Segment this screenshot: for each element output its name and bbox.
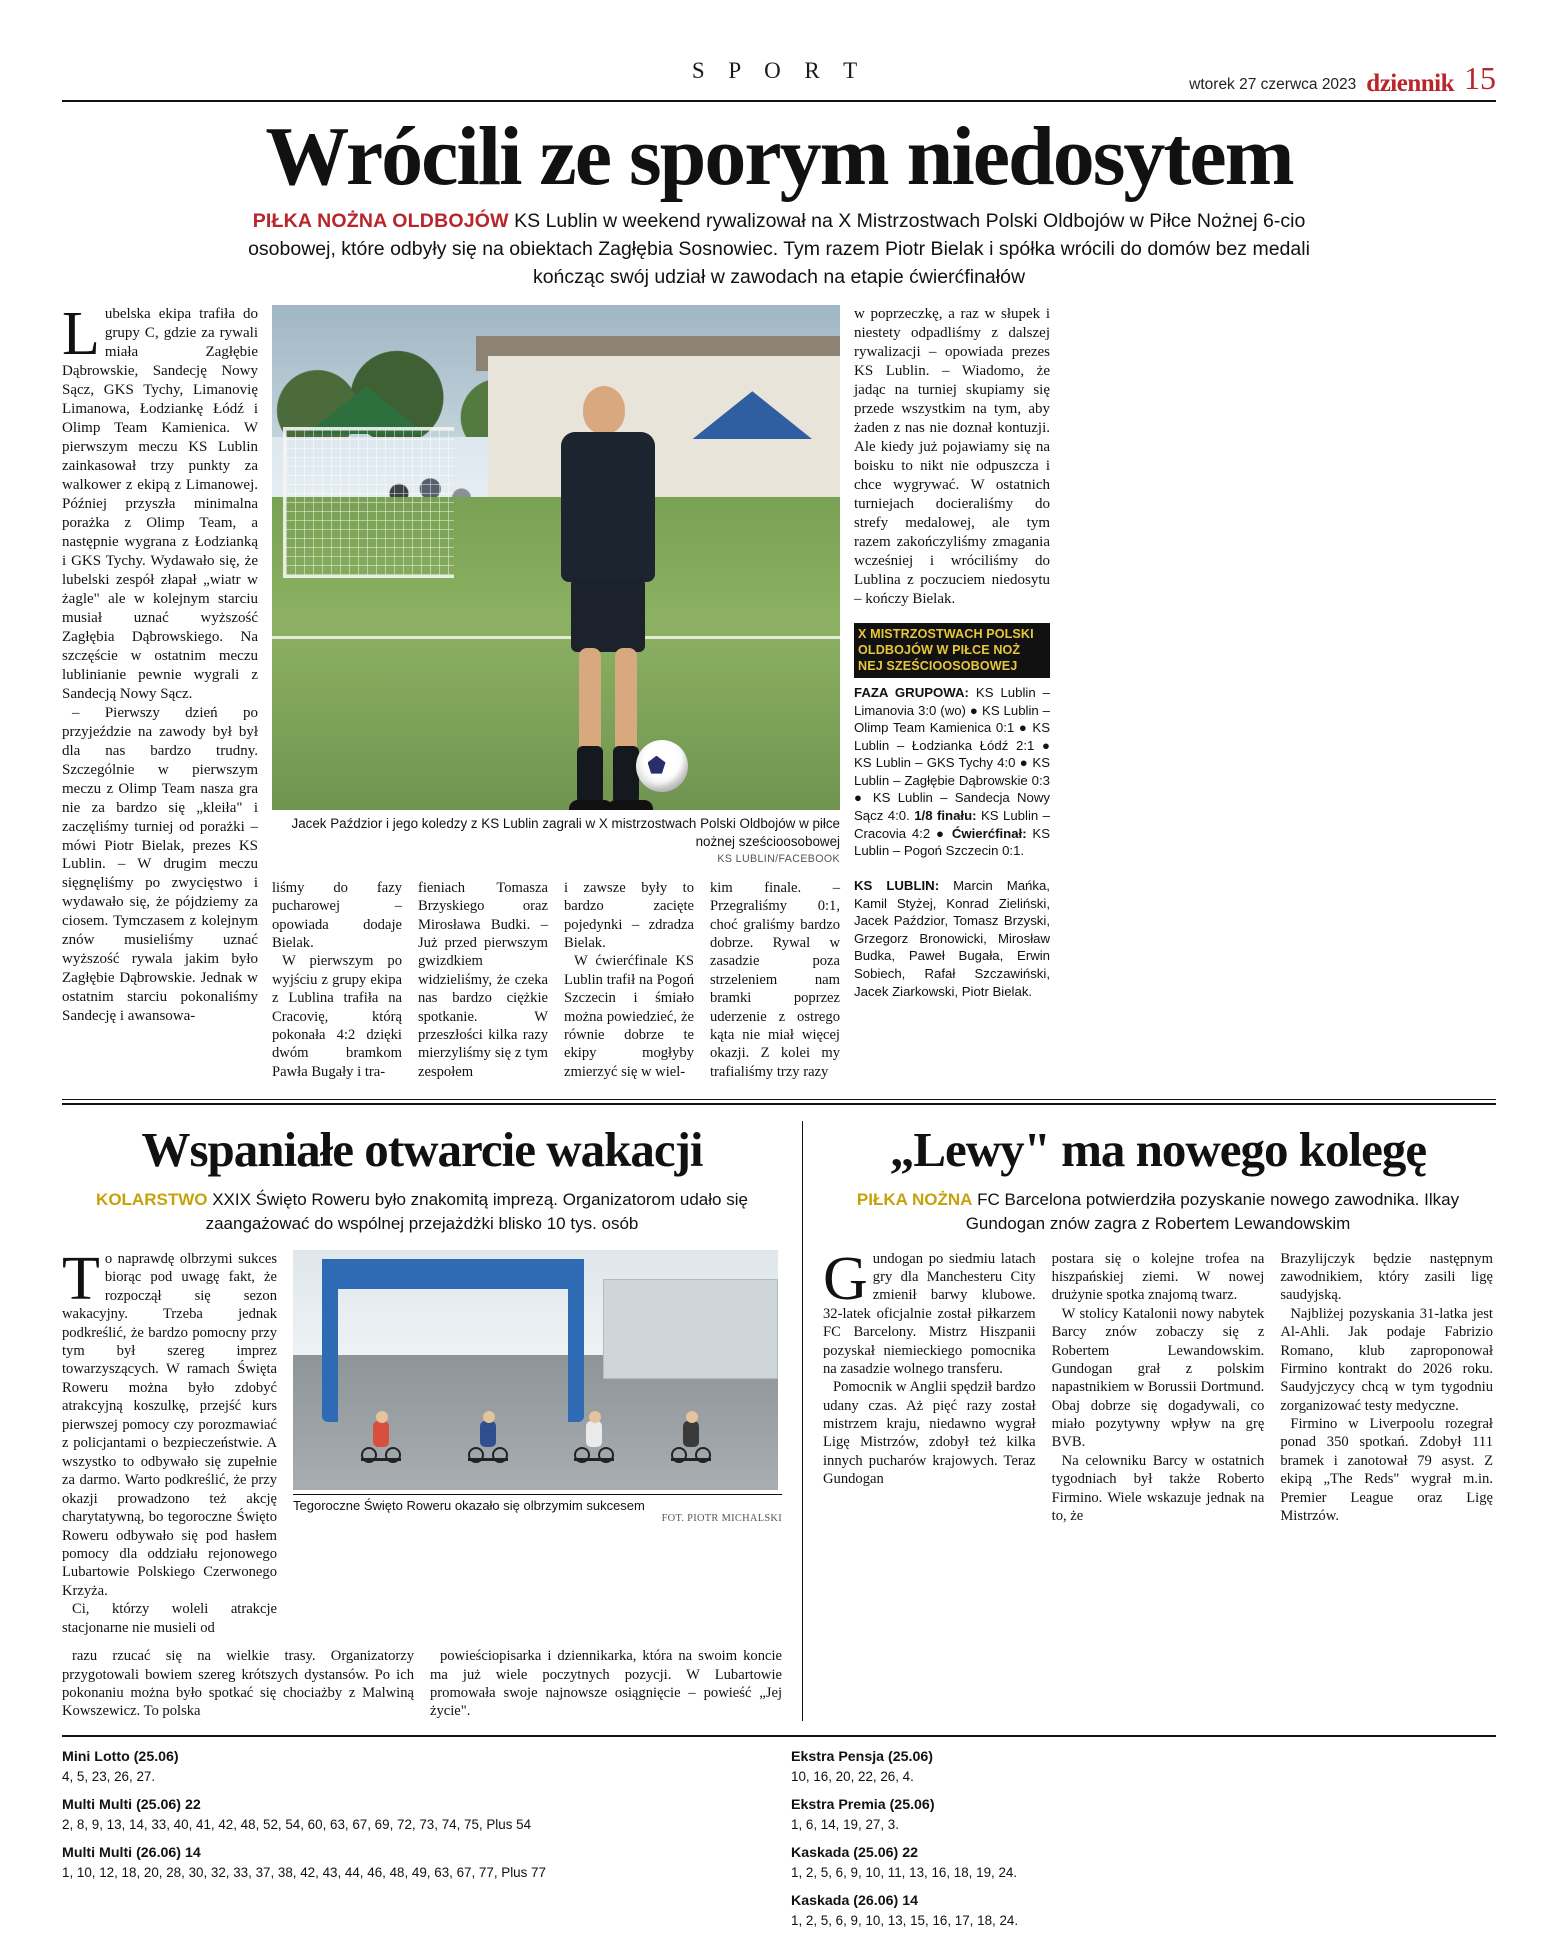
main-column-left	[62, 300, 258, 1081]
cycling-headline: Wspaniałe otwarcie wakacji	[141, 1122, 703, 1178]
article-cycling	[62, 1121, 802, 1721]
cycling-kicker: KOLARSTWO	[96, 1190, 208, 1210]
barca-grid	[823, 1244, 1493, 1526]
cycling-column-left	[62, 1244, 277, 1638]
paragraph: Najbliżej pozyskania 31-latka jest Al-Ahli. Jak podaje Fabrizio Romano, klub zaproponował Firmino kontrakt do 2026 roku. Saudyjczycy chcą w tym tygodniu zorganizować testy medyczne.	[1280, 1305, 1493, 1414]
main-jump-columns	[272, 879, 840, 1081]
paragraph: W pierwszym po wyjściu z grupy ekipa z Lublina trafiła na Cracovię, którą pokonała 4:2 dzięki dwóm bramkom Pawła Bugały i tra-	[272, 953, 402, 1080]
section-divider-thick	[62, 1103, 1496, 1105]
photo2-cyclist-4	[671, 1405, 711, 1461]
cyclist-torso	[683, 1421, 699, 1447]
barca-column-3	[1280, 1250, 1493, 1526]
section-label: S P O R T	[691, 58, 867, 83]
lottery-results	[62, 1735, 1496, 1931]
photo-player-shorts	[571, 578, 645, 652]
main-column-right	[854, 305, 1050, 1081]
photo2-cyclist-1	[361, 1405, 401, 1461]
paragraph: Firmino w Liverpoolu rozegrał ponad 350 spotkań. Zdobył 111 bramek i zanotował 79 asyst. Z ekipą „The Reds" wygrał m.in. Premier League oraz Ligę Mistrzów.	[1280, 1416, 1493, 1524]
paragraph: postara się o kolejne trofea na hiszpańskiej ziemi. W nowej drużynie spotka znajomą twarz.	[1051, 1250, 1265, 1304]
photo-player-leg-right	[615, 648, 637, 758]
lottery-game-numbers: 2, 8, 9, 13, 14, 33, 40, 41, 42, 48, 52, 54, 60, 63, 67, 69, 72, 73, 74, 75, Plus 54	[62, 1817, 532, 1833]
paragraph: Lubelska ekipa trafiła do grupy C, gdzie za rywali miała Zagłębie Dąbrowskie, Sandecję Nowy Sącz, GKS Tychy, Limanovię Limanowa, Łodziankę Łódź i Olimp Team Kamienica. W pierwszym meczu KS Lublin zainkasował trzy punkty za walkower z ekipą z Limanowej. Później przyszła minimalna porażka z Olimp Team, a następnie wygrana z Łodzianką i GKS Tychy. Wydawało się, że lubelski zespół złapał „wiatr w żagle" ale w kolejnym starciu musiał uznać wyższość Zagłębia Dąbrowskiego. Na szczęście w ostatnim meczu lublinianie pewnie wygrali z Sandecją Nowy Sącz.	[62, 300, 258, 702]
main-column-center	[258, 305, 854, 1081]
paragraph: – Pierwszy dzień po przyjeździe na zawody był był dla nas bardzo trudny. Szczególnie w pierwszym meczu z Olimp Team nasza gra nie za bardzo się „kleiła" i zaczęliśmy turniej od porażki – mówi Piotr Bielak, prezes KS Lublin. – W drugim meczu sięgnęliśmy po zwycięstwo i wydawało się, że pójdziemy za ciosem. Tymczasem z kolejnym znów musieliśmy uznać wyższość rywala jakim było Zagłębie Dąbrowskie. Jednak w ostatnim starciu pokonaliśmy Sandecję i awansowa-	[62, 704, 258, 1025]
lottery-game-numbers: 1, 10, 12, 18, 20, 28, 30, 32, 33, 37, 38, 42, 43, 44, 46, 48, 49, 63, 67, 77, Plus 77	[62, 1865, 546, 1881]
jump-column-1	[272, 879, 402, 1081]
results-box-body	[854, 684, 1050, 1000]
main-article-grid	[62, 300, 1496, 1081]
photo2-cyclist-2	[468, 1405, 508, 1461]
cyclist-head	[483, 1411, 495, 1423]
bottom-section	[62, 1121, 1496, 1721]
cyclist-torso	[480, 1421, 496, 1447]
lottery-game-name: Kaskada (25.06) 22	[791, 1844, 918, 1861]
lottery-game-name: Kaskada (26.06) 14	[791, 1892, 918, 1909]
barca-lead-text: FC Barcelona potwierdziła pozyskanie nowego zawodnika. Ilkay Gundogan znów zagra z Robertem Lewandowskim	[965, 1190, 1460, 1233]
cycling-photo-wrap	[293, 1250, 782, 1638]
lottery-game-name: Ekstra Premia (25.06)	[791, 1796, 935, 1813]
paragraph: To naprawdę olbrzymi sukces biorąc pod uwagę fakt, że rozpoczął się sezon wakacyjny. Trzeba jednak podkreślić, że bardzo pomocny przy tym był szereg imprez towarzyszących. W ramach Święta Roweru można było zdobyć atrakcyjną koszulkę, przejść kurs pierwszej pomocy czy porozmawiać z policjantami o bezpieczeństwie. A wszystko to odbywało się zupełnie za darmo. Warto podkreślić, że przy okazji prowadzono też akcję charytatywną, bo tegoroczne Święto Roweru odbywało się pod hasłem pomocy dla oddziału rejonowego Lubartowie Polskiego Czerwonego Krzyża.	[62, 1244, 277, 1599]
lottery-game-numbers: 1, 2, 5, 6, 9, 10, 11, 13, 16, 18, 19, 24.	[791, 1865, 1018, 1881]
lottery-column-left	[62, 1747, 767, 1931]
photo-caption-text: Jacek Paździor i jego koledzy z KS Lublin zagrali w X mistrzostwach Polski Oldbojów w piłce nożnej sześcioosobowej	[291, 816, 840, 849]
photo-bike-festival	[293, 1250, 778, 1490]
page-title: Wrócili ze sporym niedosytem	[265, 110, 1293, 203]
lottery-column-right	[791, 1747, 1496, 1931]
results-squad-values: Marcin Mańka, Kamil Styżej, Konrad Zieliński, Jacek Paździor, Tomasz Brzyski, Grzegorz Bronowicki, Mirosław Budka, Paweł Bugała, Erwin Sobiech, Rafał Szczawiński, Jacek Ziarkowski, Piotr Bielak.	[854, 878, 1050, 999]
section-divider-thin	[62, 1099, 1496, 1100]
paragraph: powieściopisarka i dziennikarka, która na swoim koncie ma już wiele poczytnych pozycji. W Lubartowie promowała swoje najnowsze osiągnięcie – powieść „Jej życie".	[430, 1648, 782, 1720]
cycling-lead	[62, 1188, 782, 1236]
photo-player-leg-left	[579, 648, 601, 758]
publication-logo: dziennik	[1366, 70, 1454, 97]
photo2-credit: FOT. PIOTR MICHALSKI	[661, 1512, 782, 1524]
paragraph: Ci, którzy woleli atrakcje stacjonarne nie musieli od	[62, 1601, 277, 1636]
results-title-line-1: X MISTRZOSTWACH POLSKI	[858, 626, 1034, 641]
photo-player-sock-right	[613, 746, 639, 804]
results-r16-values: KS Lublin – Cracovia 4:2 ●	[854, 808, 1050, 841]
paragraph: liśmy do fazy pucharowej – opowiada dodaje Bielak.	[272, 879, 402, 952]
jump-column-4	[710, 879, 840, 1081]
cycling-lead-text: XXIX Święto Roweru było znakomitą imprezą. Organizatorom udało się zaangażować do wspólnej przejażdżki blisko 10 tys. osób	[205, 1190, 748, 1233]
cyclist-torso	[373, 1421, 389, 1447]
masthead	[62, 52, 1496, 98]
masthead-right	[1189, 60, 1496, 97]
photo-player-head	[583, 386, 625, 434]
photo-goal-net	[283, 427, 453, 579]
photo-caption	[272, 815, 840, 867]
masthead-rule	[62, 100, 1496, 102]
photo-player-shoe-right	[607, 800, 653, 810]
photo2-start-gate	[322, 1264, 584, 1422]
results-group-values: KS Lublin – Limanovia 3:0 (wo) ● KS Lublin – Olimp Team Kamienica 0:1 ● KS Lublin – Łodzianka Łódź 2:1 ● KS Lublin – GKS Tychy 4:0 ● KS Lublin – Zagłębie Dąbrowskie 0:3 ● KS Lublin – Sandecja Nowy Sącz 4:0.	[854, 685, 1050, 824]
paragraph: i zawsze były to bardzo zacięte pojedynki – zdradza Bielak.	[564, 879, 694, 952]
results-group-label: FAZA GRUPOWA:	[854, 685, 969, 701]
photo-player-shirt	[561, 432, 655, 582]
paragraph: W ćwierćfinale KS Lublin trafił na Pogoń Szczecin i śmiało można powiedzieć, że równie dobrze te ekipy mogłyby zmierzyć się w wiel-	[564, 953, 694, 1080]
photo-player-sock-left	[577, 746, 603, 804]
cycling-jump-columns	[62, 1647, 782, 1721]
photo2-cyclist-3	[574, 1405, 614, 1461]
lottery-game-numbers: 4, 5, 23, 26, 27.	[62, 1769, 156, 1785]
cyclist-head	[376, 1411, 388, 1423]
article-barca	[803, 1121, 1493, 1721]
photo-football	[272, 305, 840, 810]
paragraph: Pomocnik w Anglii spędził bardzo udany czas. Aż pięć razy został mistrzem kraju, niedawno wygrał Ligę Mistrzów, zdobył też kilka innych pucharów krajowych. Teraz Gundogan	[823, 1379, 1036, 1488]
article-lead-text: KS Lublin w weekend rywalizował na X Mistrzostwach Polski Oldbojów w Piłce Nożnej 6-cio osobowej, które odbyły się na obiektach Zagłębia Sosnowiec. Tym razem Piotr Bielak i spółka wrócili do domów bez medali kończąc swój udział w zawodach na etapie ćwierćfinałów	[248, 210, 1310, 288]
lottery-game-numbers: 1, 2, 5, 6, 9, 10, 13, 15, 16, 17, 18, 24.	[791, 1913, 1019, 1929]
photo2-caption: Tegoroczne Święto Roweru okazało się olbrzymim sukcesem	[293, 1494, 782, 1513]
article-kicker: PIŁKA NOŻNA OLDBOJÓW	[252, 210, 509, 233]
barca-headline: „Lewy" ma nowego kolegę	[889, 1122, 1427, 1178]
article-lead	[224, 208, 1334, 291]
results-title-line-3: NEJ SZEŚCIOOSOBOWEJ	[858, 659, 1018, 674]
results-squad-label: KS LUBLIN:	[854, 878, 940, 894]
paragraph: razu rzucać się na wielkie trasy. Organizatorzy przygotowali bowiem szereg krótszych dystansów. Po ich pokonaniu można było spotkać się chociażby z Malwiną Kowszewicz. To polska	[62, 1648, 414, 1720]
jump-column-2	[418, 879, 548, 1081]
paragraph: Na celowniku Barcy w ostatnich tygodniach był także Roberto Firmino. Wiele wskazuje jednak na to, że	[1051, 1452, 1265, 1524]
results-qf-values: KS Lublin – Pogoń Szczecin 0:1.	[854, 825, 1050, 859]
paragraph: W stolicy Katalonii nowy nabytek Barcy znów zobaczy się z Robertem Lewandowskim. Gundogan grał z polskim napastnikiem w Borussii Dortmund. Obaj dobrze się dogadywali, co miało pozytywny wpływ na grę BVB.	[1051, 1305, 1265, 1451]
results-r16-label: 1/8 finału:	[914, 808, 977, 824]
lottery-game-numbers: 1, 6, 14, 19, 27, 3.	[791, 1817, 899, 1833]
photo-football-ball	[636, 740, 688, 792]
paragraph: Brazylijczyk będzie następnym zawodnikiem, który zasili ligę saudyjską.	[1280, 1250, 1493, 1304]
lottery-game-numbers: 10, 16, 20, 22, 26, 4.	[791, 1769, 914, 1785]
results-box-title	[854, 623, 1050, 678]
results-qf-label: Ćwierćfinał:	[951, 825, 1027, 841]
paragraph: fieniach Tomasza Brzyskiego oraz Mirosława Budki. – Już przed pierwszym gwizdkiem widzieliśmy, że czeka nas bardzo ciężkie spotkanie. W przeszłości kilka razy mierzyliśmy się z tym zespołem	[418, 879, 548, 1080]
photo-credit: KS LUBLIN/FACEBOOK	[717, 853, 840, 866]
issue-date: wtorek 27 czerwca 2023	[1189, 76, 1357, 93]
cyclist-torso	[586, 1421, 602, 1447]
paragraph: Gundogan po siedmiu latach gry dla Manchesteru City zmienił barwy klubowe. 32-latek oficjalnie został piłkarzem FC Barcelony. Mistrz Hiszpanii pozyskał niemieckiego pomocnika na zasadzie wolnego transferu.	[823, 1244, 1036, 1377]
paragraph: kim finale. – Przegraliśmy 0:1, choć graliśmy bardzo dobrze. Rywal w zasadzie poza strzeleniem nam bramki poprzez uderzenie z ostrego kąta nie miał więcej okazji. Z kolei my trafialiśmy trzy razy	[710, 879, 840, 1080]
results-title-line-2: OLDBOJÓW W PIŁCE NOŻ	[858, 642, 1021, 657]
lottery-game-name: Mini Lotto (25.06)	[62, 1748, 179, 1765]
results-box	[854, 623, 1050, 1000]
barca-lead	[823, 1188, 1493, 1236]
barca-column-1	[823, 1244, 1036, 1526]
lottery-game-name: Multi Multi (26.06) 14	[62, 1844, 201, 1861]
paragraph: w poprzeczkę, a raz w słupek i niestety odpadliśmy z dalszej rywalizacji – opowiada prezes KS Lublin. – Wiadomo, że jadąc na turniej skupiamy się przede wszystkim na tym, aby żaden z nas nie doznał kontuzji. Ale kiedy już pojawiamy się na boisku to nikt nie odpuszcza i chce wygrywać. W ostatnich turniejach docieraliśmy do strefy medalowej, ale tym razem zakończyliśmy zmagania wcześniej i wróciliśmy do Lublina z poczuciem niedosytu – kończy Bielak.	[854, 306, 1050, 607]
cycling-grid	[62, 1244, 782, 1638]
barca-kicker: PIŁKA NOŻNA	[856, 1190, 973, 1210]
barca-column-2	[1052, 1250, 1265, 1526]
lottery-game-name: Ekstra Pensja (25.06)	[791, 1748, 933, 1765]
page-number: 15	[1464, 60, 1496, 96]
photo2-building	[603, 1279, 778, 1380]
lottery-game-name: Multi Multi (25.06) 22	[62, 1796, 201, 1813]
jump-column-3	[564, 879, 694, 1081]
